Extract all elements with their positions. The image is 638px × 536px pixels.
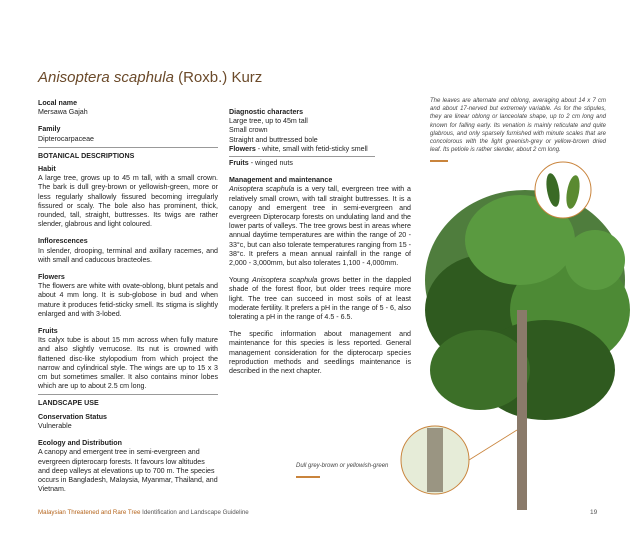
fruits-text: Its calyx tube is about 15 mm across when fully mature and also slightly verrucose. Its nut is crowned with flattened disc-like stylopodium from which project the narrow and cylindrical style. The wings are up to 15 x 3 cm but sometimes smaller. It also contains minor lobes which are up to about 2.5 cm long. [38, 336, 218, 391]
diagnostic-label: Fruits [229, 159, 249, 168]
management-block [229, 176, 411, 268]
page-number: 19 [590, 509, 598, 516]
bark-closeup [401, 426, 517, 494]
landscape-heading: LANDSCAPE USE [38, 399, 99, 408]
tree-trunk [517, 310, 527, 510]
fruits-heading: Fruits [38, 327, 58, 336]
habit-block [38, 165, 218, 229]
footer-subtitle: Identification and Landscape Guideline [140, 509, 249, 516]
leaf-closeup [535, 162, 591, 218]
management-paragraph-1 [229, 185, 411, 268]
conservation-value: Vulnerable [38, 421, 72, 430]
page-title [38, 69, 262, 86]
management-paragraph-2 [229, 276, 411, 322]
conservation-heading: Conservation Status [38, 412, 107, 421]
management-heading: Management and maintenance [229, 176, 333, 185]
fruits-block [38, 327, 218, 391]
species-author: (Roxb.) Kurz [173, 69, 263, 86]
habit-text: A large tree, grows up to 45 m tall, with a small crown. The bark is dull grey-brown or yellowish-green, more or less regularly shallowly fissured becoming irregularly fissured or scaly. The bole also has prominent, thick, rounded, tall, straight, buttresses. Its twigs are rather slender, glabrous and light coloured. [38, 174, 218, 229]
management-text: grows better in the dappled shade of the forest floor, but older trees require more light. The tree can succeed in most soils of at least moderate fertility. It prefers a pH in the range of 5 - 6, also tolerating a pH in the range of 4.5 - 6.5. [229, 276, 412, 322]
management-paragraph-3: The specific information about management and maintenance for this species is less reported. General management consideration for the dipterocarp species reproduction methods and seedlings maintenance is described in the next chapter. [229, 330, 411, 376]
section-divider [38, 394, 218, 395]
tree-canopy [425, 190, 630, 420]
footer-title: Malaysian Threatened and Rare Tree [38, 509, 141, 516]
species-name-inline: Anisoptera scaphula [252, 276, 318, 285]
local-name-heading: Local name [38, 99, 78, 107]
family-value: Dipterocarpaceae [38, 134, 94, 143]
diagnostic-item [229, 145, 411, 154]
left-column [38, 99, 218, 494]
page-footer [38, 509, 249, 516]
diagnostic-block [229, 108, 411, 168]
right-column [229, 108, 411, 376]
local-name-block [38, 99, 218, 117]
diagnostic-item: Large tree, up to 45m tall [229, 117, 308, 126]
flowers-block [38, 273, 218, 319]
inflorescences-text: In slender, drooping, terminal and axillary racemes, and with small and caducous bracteoles. [38, 246, 218, 264]
caption-accent-rule [296, 476, 320, 478]
management-text: Young [229, 276, 253, 285]
ecology-text: A canopy and emergent tree in semi-evergreen and evergreen dipterocarp forests. It favours low altitudes and deep valleys at elevations up to 700 m. The species occurs in Bangladesh, Malaysia, Myanmar, Thailand, and Vietnam. [38, 448, 218, 494]
diagnostic-divider [229, 156, 375, 157]
tree-illustration [395, 160, 635, 510]
conservation-block [38, 413, 218, 431]
diagnostic-item [229, 159, 411, 168]
diagnostic-value: - winged nuts [248, 159, 293, 168]
inflorescences-block [38, 237, 218, 265]
bark-caption: Dull grey-brown or yellowish-green [296, 463, 389, 469]
diagnostic-value: - white, small with fetid-sticky smell [255, 144, 368, 153]
habit-heading: Habit [38, 165, 56, 174]
family-heading: Family [38, 125, 61, 134]
diagnostic-item: Straight and buttressed bole [229, 135, 318, 144]
botanical-heading: BOTANICAL DESCRIPTIONS [38, 151, 135, 160]
ecology-block [38, 439, 218, 494]
management-text: is a very tall, evergreen tree with a relatively small crown, with tall straight buttresses. It is a canopy and emergent tree in semi-evergreen and evergreen Dipterocarp forests on undulating land and the lower parts of valleys. The tree grows best in areas where annual daytime temperatures are within the range of 20 - 33°c, but can also tolerate temperatures ranging from 15 - 38°c. It prefers a mean annual rainfall in the range of 2,000 - 3,000mm, but also tolerates 1,100 - 4,000mm. [229, 185, 411, 268]
family-block [38, 125, 218, 143]
species-name-inline: Anisoptera scaphula [229, 185, 295, 194]
inflorescences-heading: Inflorescences [38, 237, 88, 246]
diagnostic-heading: Diagnostic characters [229, 108, 304, 116]
diagnostic-label: Flowers [229, 144, 256, 153]
section-divider [38, 147, 218, 148]
species-name: Anisoptera scaphula [38, 69, 174, 86]
flowers-text: The flowers are white with ovate-oblong, blunt petals and about 4 mm long. It is sub-globose in bud and when mature it produces fetid-sticky smell. Its stigma is slightly enlarged and with 3-lobed. [38, 282, 218, 318]
diagnostic-item: Small crown [229, 126, 268, 135]
leaf-caption: The leaves are alternate and oblong, averaging about 14 x 7 cm and about 17-nerved but extremely variable. As for the stipules, they are linear oblong or lanceolate shape, up to 2 cm long and known for falling early. Its venation is mainly reticulate and quite glabrous, and only sparsely furnished with minute scales that are concolorous with the light greenish-grey or yellow-brown dried leaf. Its petiole is rather slender, about 2 cm long. [430, 98, 606, 154]
local-name-value: Mersawa Gajah [38, 108, 88, 117]
ecology-heading: Ecology and Distribution [38, 439, 122, 448]
flowers-heading: Flowers [38, 273, 65, 282]
